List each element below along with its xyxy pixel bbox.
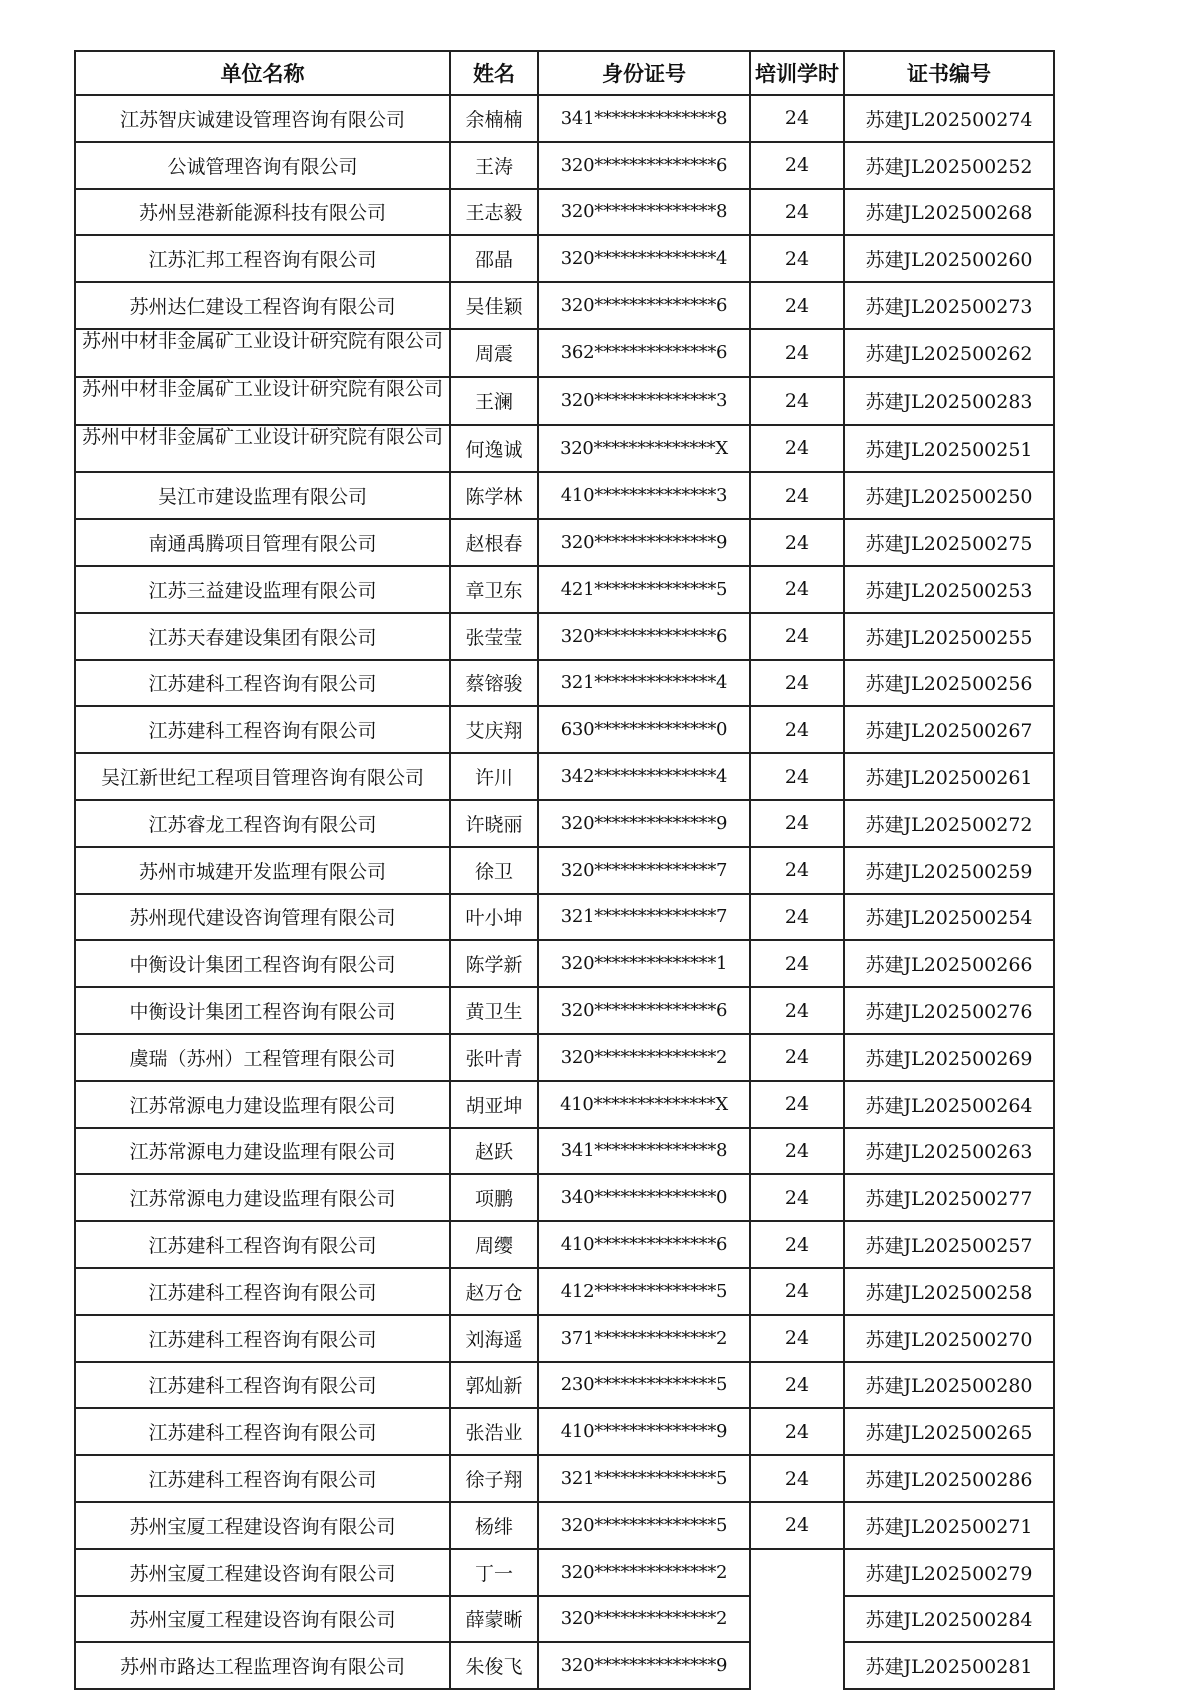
cell-certificate-number: 苏建JL202500275 (844, 519, 1054, 566)
cell-unit-name: 苏州市城建开发监理有限公司 (75, 847, 450, 894)
cell-id-number: 320**************6 (538, 142, 750, 189)
cell-id-number: 320**************9 (538, 1642, 750, 1689)
cell-training-hours: 24 (750, 235, 844, 282)
cell-id-number: 230**************5 (538, 1362, 750, 1409)
table-row (75, 1315, 1054, 1362)
cell-person-name: 黄卫生 (450, 987, 538, 1034)
cell-id-number: 410**************X (538, 1081, 750, 1128)
cell-person-name: 张莹莹 (450, 613, 538, 660)
cell-training-hours: 24 (750, 753, 844, 800)
table-row (75, 377, 1054, 425)
cell-certificate-number: 苏建JL202500279 (844, 1549, 1054, 1596)
cell-unit-name: 中衡设计集团工程咨询有限公司 (75, 987, 450, 1034)
cell-certificate-number: 苏建JL202500263 (844, 1128, 1054, 1175)
cell-id-number: 410**************9 (538, 1408, 750, 1455)
cell-unit-name: 中衡设计集团工程咨询有限公司 (75, 940, 450, 987)
cell-person-name: 郭灿新 (450, 1362, 538, 1409)
cell-person-name: 叶小坤 (450, 894, 538, 941)
cell-id-number: 320**************2 (538, 1549, 750, 1596)
cell-training-hours: 24 (750, 1268, 844, 1315)
cell-certificate-number: 苏建JL202500259 (844, 847, 1054, 894)
cell-certificate-number: 苏建JL202500277 (844, 1174, 1054, 1221)
cell-person-name: 许晓丽 (450, 800, 538, 847)
cell-person-name: 邵晶 (450, 235, 538, 282)
cell-unit-name: 公诚管理咨询有限公司 (75, 142, 450, 189)
cell-certificate-number: 苏建JL202500262 (844, 329, 1054, 377)
cell-certificate-number: 苏建JL202500269 (844, 1034, 1054, 1081)
cell-certificate-number: 苏建JL202500253 (844, 566, 1054, 613)
cell-id-number: 320**************9 (538, 800, 750, 847)
table-row (75, 1455, 1054, 1502)
cell-training-hours: 24 (750, 282, 844, 329)
cell-certificate-number: 苏建JL202500256 (844, 660, 1054, 707)
cell-certificate-number: 苏建JL202500258 (844, 1268, 1054, 1315)
cell-training-hours: 24 (750, 706, 844, 753)
cell-certificate-number: 苏建JL202500268 (844, 189, 1054, 236)
cell-certificate-number: 苏建JL202500260 (844, 235, 1054, 282)
cell-certificate-number: 苏建JL202500270 (844, 1315, 1054, 1362)
cell-training-hours: 24 (750, 1455, 844, 1502)
table-row (75, 189, 1054, 236)
cell-training-hours: 24 (750, 1128, 844, 1175)
cell-id-number: 320**************7 (538, 847, 750, 894)
table-row (75, 706, 1054, 753)
cell-person-name: 薛蒙晰 (450, 1596, 538, 1643)
table-row (75, 1128, 1054, 1175)
cell-training-hours: 24 (750, 1362, 844, 1409)
table-row (75, 660, 1054, 707)
cell-id-number: 320**************2 (538, 1034, 750, 1081)
cell-training-hours: 24 (750, 1174, 844, 1221)
table-row (75, 425, 1054, 473)
cell-training-hours: 24 (750, 940, 844, 987)
cell-person-name: 徐卫 (450, 847, 538, 894)
cell-person-name: 赵跃 (450, 1128, 538, 1175)
cell-training-hours: 24 (750, 425, 844, 473)
cell-certificate-number: 苏建JL202500252 (844, 142, 1054, 189)
cell-unit-name: 苏州市路达工程监理咨询有限公司 (75, 1642, 450, 1689)
table-row (75, 1268, 1054, 1315)
cell-training-hours: 24 (750, 142, 844, 189)
cell-unit-name: 吴江新世纪工程项目管理咨询有限公司 (75, 753, 450, 800)
cell-person-name: 丁一 (450, 1549, 538, 1596)
cell-unit-name: 苏州达仁建设工程咨询有限公司 (75, 282, 450, 329)
cell-training-hours: 24 (750, 472, 844, 519)
cell-person-name: 许川 (450, 753, 538, 800)
cell-training-hours (750, 1642, 844, 1689)
cell-id-number: 410**************6 (538, 1221, 750, 1268)
table-row (75, 753, 1054, 800)
cell-person-name: 张浩业 (450, 1408, 538, 1455)
cell-person-name: 余楠楠 (450, 95, 538, 142)
cell-person-name: 赵万仓 (450, 1268, 538, 1315)
cell-id-number: 321**************7 (538, 894, 750, 941)
cell-id-number: 341**************8 (538, 95, 750, 142)
cell-person-name: 艾庆翔 (450, 706, 538, 753)
cell-id-number: 321**************4 (538, 660, 750, 707)
cell-person-name: 王涛 (450, 142, 538, 189)
cell-certificate-number: 苏建JL202500284 (844, 1596, 1054, 1643)
table-row (75, 1081, 1054, 1128)
cell-training-hours: 24 (750, 1315, 844, 1362)
cell-person-name: 朱俊飞 (450, 1642, 538, 1689)
cell-id-number: 630**************0 (538, 706, 750, 753)
table-row (75, 1408, 1054, 1455)
cell-unit-name: 江苏建科工程咨询有限公司 (75, 706, 450, 753)
cell-id-number: 320**************6 (538, 282, 750, 329)
table-row (75, 566, 1054, 613)
cell-training-hours: 24 (750, 95, 844, 142)
cell-person-name: 陈学林 (450, 472, 538, 519)
table-row (75, 1221, 1054, 1268)
cell-unit-name: 江苏常源电力建设监理有限公司 (75, 1081, 450, 1128)
cell-id-number: 320**************4 (538, 235, 750, 282)
cell-person-name: 吴佳颖 (450, 282, 538, 329)
cell-person-name: 陈学新 (450, 940, 538, 987)
cell-unit-name: 虞瑞（苏州）工程管理有限公司 (75, 1034, 450, 1081)
cell-id-number: 320**************3 (538, 377, 750, 425)
cell-training-hours: 24 (750, 660, 844, 707)
table-row (75, 1596, 1054, 1643)
cell-unit-name: 江苏建科工程咨询有限公司 (75, 1221, 450, 1268)
cell-training-hours: 24 (750, 1502, 844, 1549)
cell-unit-name: 南通禹腾项目管理有限公司 (75, 519, 450, 566)
cell-person-name: 张叶青 (450, 1034, 538, 1081)
table-row (75, 1549, 1054, 1596)
cell-id-number: 371**************2 (538, 1315, 750, 1362)
header-certificate-number: 证书编号 (844, 51, 1054, 95)
cell-unit-name: 苏州宝厦工程建设咨询有限公司 (75, 1596, 450, 1643)
cell-certificate-number: 苏建JL202500251 (844, 425, 1054, 473)
cell-person-name: 王志毅 (450, 189, 538, 236)
cell-training-hours: 24 (750, 800, 844, 847)
cell-training-hours: 24 (750, 1034, 844, 1081)
header-id-number: 身份证号 (538, 51, 750, 95)
cell-unit-name: 苏州现代建设咨询管理有限公司 (75, 894, 450, 941)
cell-training-hours: 24 (750, 189, 844, 236)
cell-person-name: 何逸诚 (450, 425, 538, 473)
cell-person-name: 赵根春 (450, 519, 538, 566)
table-row (75, 235, 1054, 282)
table-row (75, 1034, 1054, 1081)
cell-certificate-number: 苏建JL202500257 (844, 1221, 1054, 1268)
table-row (75, 472, 1054, 519)
cell-training-hours: 24 (750, 987, 844, 1034)
cell-training-hours (750, 1549, 844, 1596)
cell-unit-name: 江苏常源电力建设监理有限公司 (75, 1128, 450, 1175)
cell-id-number: 362**************6 (538, 329, 750, 377)
cell-unit-name: 江苏三益建设监理有限公司 (75, 566, 450, 613)
table-row (75, 1642, 1054, 1689)
cell-unit-name: 苏州昱港新能源科技有限公司 (75, 189, 450, 236)
table-row (75, 1502, 1054, 1549)
cell-training-hours: 24 (750, 894, 844, 941)
table-row (75, 95, 1054, 142)
training-certificate-table (74, 50, 1055, 1690)
cell-person-name: 周缨 (450, 1221, 538, 1268)
cell-id-number: 320**************2 (538, 1596, 750, 1643)
cell-training-hours: 24 (750, 847, 844, 894)
cell-unit-name: 苏州中材非金属矿工业设计研究院有限公司 (75, 425, 450, 473)
cell-certificate-number: 苏建JL202500271 (844, 1502, 1054, 1549)
table-row (75, 1174, 1054, 1221)
cell-unit-name: 苏州中材非金属矿工业设计研究院有限公司 (75, 377, 450, 425)
cell-unit-name: 江苏建科工程咨询有限公司 (75, 1315, 450, 1362)
cell-id-number: 321**************5 (538, 1455, 750, 1502)
cell-person-name: 周震 (450, 329, 538, 377)
cell-training-hours: 24 (750, 1408, 844, 1455)
cell-unit-name: 苏州宝厦工程建设咨询有限公司 (75, 1502, 450, 1549)
cell-certificate-number: 苏建JL202500281 (844, 1642, 1054, 1689)
cell-id-number: 320**************5 (538, 1502, 750, 1549)
header-training-hours: 培训学时 (750, 51, 844, 95)
cell-unit-name: 江苏建科工程咨询有限公司 (75, 1408, 450, 1455)
cell-unit-name: 吴江市建设监理有限公司 (75, 472, 450, 519)
header-unit-name: 单位名称 (75, 51, 450, 95)
cell-id-number: 320**************8 (538, 189, 750, 236)
table-row (75, 894, 1054, 941)
cell-unit-name: 江苏睿龙工程咨询有限公司 (75, 800, 450, 847)
header-row (75, 51, 1054, 95)
cell-certificate-number: 苏建JL202500280 (844, 1362, 1054, 1409)
cell-training-hours: 24 (750, 613, 844, 660)
cell-training-hours: 24 (750, 566, 844, 613)
table-row (75, 800, 1054, 847)
cell-id-number: 320**************6 (538, 987, 750, 1034)
cell-person-name: 徐子翔 (450, 1455, 538, 1502)
cell-unit-name: 江苏常源电力建设监理有限公司 (75, 1174, 450, 1221)
cell-id-number: 340**************0 (538, 1174, 750, 1221)
cell-certificate-number: 苏建JL202500250 (844, 472, 1054, 519)
cell-person-name: 项鹏 (450, 1174, 538, 1221)
cell-unit-name: 江苏建科工程咨询有限公司 (75, 1268, 450, 1315)
cell-unit-name: 苏州宝厦工程建设咨询有限公司 (75, 1549, 450, 1596)
table-row (75, 519, 1054, 566)
cell-id-number: 421**************5 (538, 566, 750, 613)
cell-training-hours: 24 (750, 377, 844, 425)
cell-person-name: 杨绯 (450, 1502, 538, 1549)
cell-training-hours: 24 (750, 1081, 844, 1128)
cell-certificate-number: 苏建JL202500286 (844, 1455, 1054, 1502)
cell-id-number: 320**************9 (538, 519, 750, 566)
table-row (75, 329, 1054, 377)
header-person-name: 姓名 (450, 51, 538, 95)
cell-id-number: 410**************3 (538, 472, 750, 519)
cell-certificate-number: 苏建JL202500267 (844, 706, 1054, 753)
cell-training-hours (750, 1596, 844, 1643)
cell-unit-name: 江苏建科工程咨询有限公司 (75, 660, 450, 707)
cell-unit-name: 江苏智庆诚建设管理咨询有限公司 (75, 95, 450, 142)
cell-certificate-number: 苏建JL202500274 (844, 95, 1054, 142)
cell-id-number: 320**************1 (538, 940, 750, 987)
cell-certificate-number: 苏建JL202500273 (844, 282, 1054, 329)
cell-training-hours: 24 (750, 1221, 844, 1268)
cell-person-name: 王澜 (450, 377, 538, 425)
table-row (75, 142, 1054, 189)
table-row (75, 1362, 1054, 1409)
cell-unit-name: 江苏建科工程咨询有限公司 (75, 1455, 450, 1502)
cell-unit-name: 江苏建科工程咨询有限公司 (75, 1362, 450, 1409)
cell-person-name: 蔡镕骏 (450, 660, 538, 707)
cell-training-hours: 24 (750, 329, 844, 377)
cell-certificate-number: 苏建JL202500255 (844, 613, 1054, 660)
cell-person-name: 章卫东 (450, 566, 538, 613)
cell-certificate-number: 苏建JL202500254 (844, 894, 1054, 941)
cell-unit-name: 江苏天春建设集团有限公司 (75, 613, 450, 660)
table-row (75, 847, 1054, 894)
cell-certificate-number: 苏建JL202500266 (844, 940, 1054, 987)
cell-certificate-number: 苏建JL202500261 (844, 753, 1054, 800)
cell-unit-name: 苏州中材非金属矿工业设计研究院有限公司 (75, 329, 450, 377)
cell-id-number: 320**************X (538, 425, 750, 473)
cell-id-number: 341**************8 (538, 1128, 750, 1175)
cell-id-number: 320**************6 (538, 613, 750, 660)
cell-id-number: 342**************4 (538, 753, 750, 800)
cell-certificate-number: 苏建JL202500264 (844, 1081, 1054, 1128)
cell-certificate-number: 苏建JL202500272 (844, 800, 1054, 847)
cell-certificate-number: 苏建JL202500265 (844, 1408, 1054, 1455)
table-row (75, 940, 1054, 987)
cell-person-name: 刘海遥 (450, 1315, 538, 1362)
table-row (75, 282, 1054, 329)
cell-certificate-number: 苏建JL202500276 (844, 987, 1054, 1034)
training-certificate-table-sheet (74, 50, 1053, 1690)
cell-training-hours: 24 (750, 519, 844, 566)
table-row (75, 613, 1054, 660)
cell-id-number: 412**************5 (538, 1268, 750, 1315)
cell-unit-name: 江苏汇邦工程咨询有限公司 (75, 235, 450, 282)
table-row (75, 987, 1054, 1034)
cell-certificate-number: 苏建JL202500283 (844, 377, 1054, 425)
cell-person-name: 胡亚坤 (450, 1081, 538, 1128)
